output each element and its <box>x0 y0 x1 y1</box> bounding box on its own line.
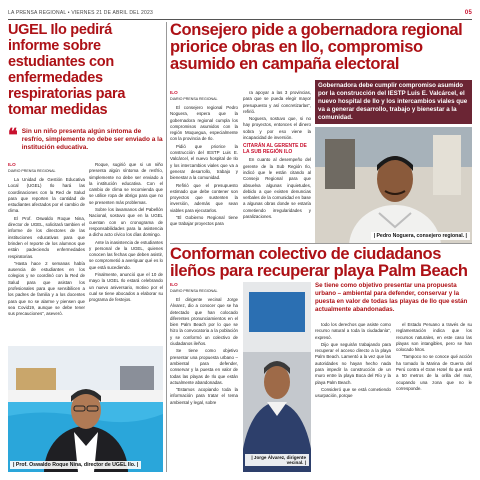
ugel-column-2 <box>89 162 163 305</box>
gobernadora-body-2: ra apoyar a las 3 provincias, para que se pueda elegir mayor presupuesto y así concretizarlas”, refirió. Noguera, sostuvo que, si no hay proyectos, entonces el dinero sobra y por eso viene la incapacidad de inversión. <box>243 90 311 141</box>
playa-callout: Se tiene como objetivo presentar una propuesta urbano – ambiental para defender, conservar y la puesta en valor de todas las playas de Ilo que están actualmente abandonadas. <box>315 282 468 313</box>
ugel-byline: ILO DIARIO PRENSA REGIONAL <box>8 162 56 173</box>
ugel-photo-caption: | Prof. Oswaldo Roque Nina, director de UGEL Ilo. | <box>10 461 141 469</box>
ugel-article-title: UGEL Ilo pedirá informe sobre estudiantes con enfermedades respiratorias para tomar medidas <box>8 22 126 118</box>
gobernadora-body-1: El consejero regional Pedro Noguera, espera que la gobernadora regional cumpla los compromisos asumidos con la región Moquegua, especialmente con la provincia de Ilo. Pidió que priorice la construcción del IESTP Luis E. Valcárcel, el nuevo hospital de Ilo y los intercambios viales que va a generar desarrollo, trabajo y bienestar a la comunidad. Refirió que el presupuesto estimado que debe contener son proyectos que sustenten la inversión, además que sean viables para ejecutarlos. “El Gobierno Regional tiene que trabajar proyectos para <box>170 105 238 227</box>
gobernadora-body-3: En cuanto al desempeño del gerente de la Sub Región Ilo, indicó que le están citando al Consejo Regional para que absuelva algunas inquietudes, debido a que existen denuncias verbales de la comunidad en base a algunas obras donde se estaría cometiendo irregularidades y paralizaciones. <box>243 157 311 220</box>
column-divider <box>166 22 167 472</box>
article-divider <box>170 243 472 244</box>
playa-byline: ILO DIARIO PRENSA REGIONAL <box>170 282 218 293</box>
ugel-body-1: La Unidad de Gestión Educativa Local (UGEL) Ilo hará las coordinaciones con la Red de Salud para que reporten la cantidad de estudiantes afectados por el cambio de clima. El Prof. Oswaldo Roque Nina, director de UGEL, solicitará tambien el informe de los directores de las instituciones educativas para que brinden el reporte de los alumnos que están padeciendo enfermedades respiratorias. “Hasta hace 2 semanas había ausencia de estudiantes en los colegios y se coordinó con la Red de Salud para que asistan los profesionales para que sensibilicen a los padres de familia y a los docentes para que no se alarme y piensen que sea Covid19, aunque se debe tener sus precauciones”, aseveró. <box>8 177 85 317</box>
header-rule <box>8 19 472 20</box>
alvarez-photo <box>243 282 311 472</box>
page-number: 05 <box>464 10 472 16</box>
gobernadora-byline: ILO DIARIO PRENSA REGIONAL <box>170 90 218 101</box>
ugel-photo-image <box>8 346 163 472</box>
ugel-highlight: ❝ Sin un niño presenta algún síntoma de resfrío, simplemente no debe ser enviado a la institución educativa. <box>8 125 163 151</box>
noguera-photo-image <box>315 127 472 243</box>
alvarez-photo-caption: | Jorge Álvarez, dirigente vecinal. | <box>245 454 309 466</box>
playa-column-2 <box>315 322 391 401</box>
alvarez-photo-image <box>243 282 311 472</box>
noguera-photo <box>315 127 472 243</box>
publication-date: LA PRENSA REGIONAL • VIERNES 21 DE ABRIL DEL 2023 <box>8 10 153 16</box>
playa-column-3 <box>396 322 472 393</box>
playa-body-2: todo los derechos que asiste como recurso natural a toda la ciudadanía”, expresó. Dijo que seguirán trabajando para recuperar el acceso directo a la playa Palm Beach. Lamentó a la vez que las autoridades no hayan hecho nada para impedir la construcción de un muro entre la playa Boca del Río y la playa Palm Beach. Consideró que se está cometiendo usurpación, porque <box>315 322 391 399</box>
playa-column-1 <box>170 282 238 407</box>
gobernadora-callout: Gobernadora debe cumplir compromiso asumido por la construcción del IESTP Luis E. Valcárcel, el nuevo hospital de Ilo y los intercambios viales que va a generar desarrollo, trabajo y bienestar a la comunidad. <box>315 80 472 124</box>
gobernadora-column-2 <box>243 90 311 221</box>
ugel-body-2: Roque, sugirió que si un niño presenta algún síntoma de resfrío, simplemente no debe ser enviado a la institución educativa. Con el cambio de clima se recomienda que se utilice ropa de abrigo para que no se presenten más problemas. Sobre los lavamanos del Pabellón Nacional, sostuvo que en la UGEL cuentan con un cronograma de responsabilidades para la asistencia a dicho acto cívico los días domingo. Ante la inasistencia de estudiantes y personal de la UGEL, quienes conocen las fechas que deben asistir, se comprometió a averiguar qué es lo que está sucediendo. Finalmente, anunció que el 10 de mayo la UGEL Ilo estará celebrando un nuevo aniversario, motivo por el cual se tiene abocados a elaborar su programa de festejos. <box>89 162 163 303</box>
playa-body-1: El dirigente vecinal Jorge Álvarez, dio a conocer que se ha detectado que han colocado diferentes pronunciamientos en el bien Palm Beach por lo que se hizo la convocatoria a la población y se conformó un colectivo de ciudadanos ileños. Se tiene como objetivo presentar una propuesta urbano – ambiental para defender, conservar y la puesta en valor de todas las playas de Ilo que están actualmente abandonadas. “Estamos acopiando toda la información para tratar el tema ambiental y legal, sobre <box>170 297 238 405</box>
playa-body-3: el Estado Peruano a través de su reglamentación indica que los recursos naturales, en este caso las playas son intangibles, pero se han colocado hitos. “Tampoco no se conoce qué acción ha tomado la Marina de Guerra del Perú contra el Gran Hotel Ilo que está a 50 metros de la orilla del mar, ocupando una zona que no le corresponde. <box>396 322 472 391</box>
page-header <box>8 8 472 18</box>
ugel-column-1 <box>8 162 85 319</box>
playa-article-title: Conforman colectivo de ciudadanos ileños para recuperar playa Palm Beach <box>170 245 468 280</box>
quote-icon: ❝ <box>8 125 18 145</box>
ugel-photo <box>8 346 163 472</box>
gobernadora-subhead: CITARÁN AL GERENTE DE LA SUB REGIÓN ILO <box>243 143 307 156</box>
gobernadora-article-title: Consejero pide a gobernadora regional priorice obras en Ilo, compromiso asumido en campaña electoral <box>170 21 463 73</box>
gobernadora-column-1 <box>170 90 238 229</box>
noguera-photo-caption: | Pedro Noguera, consejero regional. | <box>371 232 470 240</box>
